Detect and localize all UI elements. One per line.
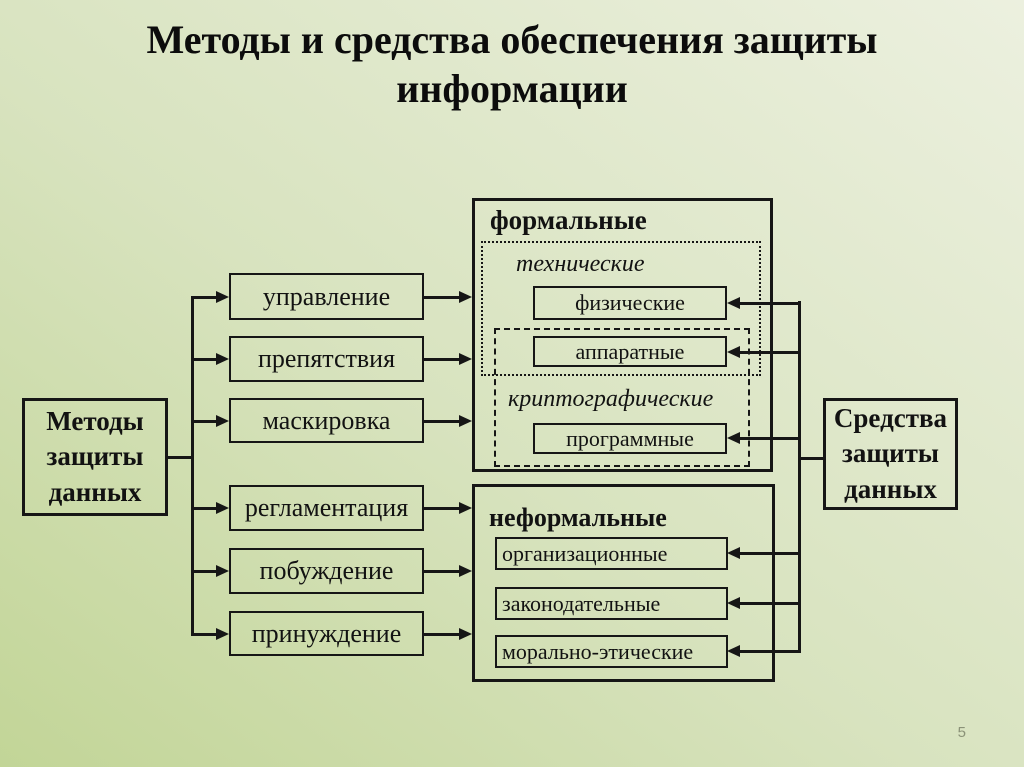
arrow-feeder-line-3 [191, 507, 217, 510]
method-box-prepyatstviya [229, 336, 424, 382]
arrowhead-feeder-1 [216, 353, 229, 365]
left-trunk-line [191, 296, 194, 636]
arrow-feeder-line-4 [191, 570, 217, 573]
means-box-fizicheskie [533, 286, 727, 320]
arrow-means-line-0 [739, 302, 801, 305]
method-label: препятствия [257, 344, 396, 373]
methods-of-data-protection-box [22, 398, 168, 516]
arrow-method-out-line-3 [424, 507, 460, 510]
means-of-data-protection-box [823, 398, 958, 510]
method-box-upravlenie [229, 273, 424, 320]
arrow-method-out-line-1 [424, 358, 460, 361]
arrow-feeder-line-1 [191, 358, 217, 361]
arrowhead-method-out-0 [459, 291, 472, 303]
technical-label: технические [516, 251, 645, 277]
arrowhead-method-out-2 [459, 415, 472, 427]
methods-connector-line [168, 456, 194, 459]
means-label: законодательные [502, 590, 661, 616]
means-label: программные [566, 425, 694, 451]
method-label: принуждение [251, 618, 402, 648]
means-label: физические [575, 290, 685, 315]
informal-group-label: неформальные [489, 503, 667, 532]
means-box-programmnye [533, 423, 727, 454]
method-label: регламентация [244, 493, 409, 522]
arrow-means-line-2 [739, 437, 801, 440]
cryptographic-label: криптографические [508, 386, 714, 412]
method-box-prinuzhdenie [229, 611, 424, 656]
arrow-feeder-line-0 [191, 296, 217, 299]
arrow-method-out-line-2 [424, 420, 460, 423]
arrow-feeder-line-2 [191, 420, 217, 423]
method-box-reglamentatsiya [229, 485, 424, 531]
means-label: морально-этические [502, 638, 694, 664]
means-connector-line [798, 457, 823, 460]
arrowhead-feeder-2 [216, 415, 229, 427]
means-label: аппаратные [575, 338, 685, 364]
means-box-zakonodatelnye [495, 587, 728, 620]
arrow-means-line-5 [739, 650, 801, 653]
arrowhead-method-out-5 [459, 628, 472, 640]
arrow-means-line-3 [739, 552, 801, 555]
arrow-method-out-line-4 [424, 570, 460, 573]
arrowhead-method-out-4 [459, 565, 472, 577]
method-box-maskirovka [229, 398, 424, 443]
means-box-moralno-eticheskie [495, 635, 728, 668]
method-box-pobuzhdenie [229, 548, 424, 594]
method-label: побуждение [259, 556, 394, 585]
arrow-means-line-1 [739, 351, 801, 354]
arrowhead-feeder-4 [216, 565, 229, 577]
arrow-method-out-line-5 [424, 633, 460, 636]
arrowhead-feeder-3 [216, 502, 229, 514]
formal-group-label: формальные [490, 205, 647, 235]
methods-box-label: Методы защиты данных [46, 405, 144, 507]
arrow-method-out-line-0 [424, 296, 460, 299]
method-label: маскировка [262, 405, 391, 435]
means-box-label: Средства защиты данных [833, 402, 948, 504]
arrowhead-method-out-1 [459, 353, 472, 365]
arrowhead-feeder-0 [216, 291, 229, 303]
arrow-feeder-line-5 [191, 633, 217, 636]
arrowhead-feeder-5 [216, 628, 229, 640]
means-label: организационные [502, 540, 668, 566]
method-label: управление [262, 281, 391, 311]
means-box-apparatnye [533, 336, 727, 367]
slide-title: Методы и средства обеспечения защиты информации [146, 17, 878, 111]
means-box-organizatsionnye [495, 537, 728, 570]
arrow-means-line-4 [739, 602, 801, 605]
page-number: 5 [957, 724, 966, 741]
arrowhead-method-out-3 [459, 502, 472, 514]
